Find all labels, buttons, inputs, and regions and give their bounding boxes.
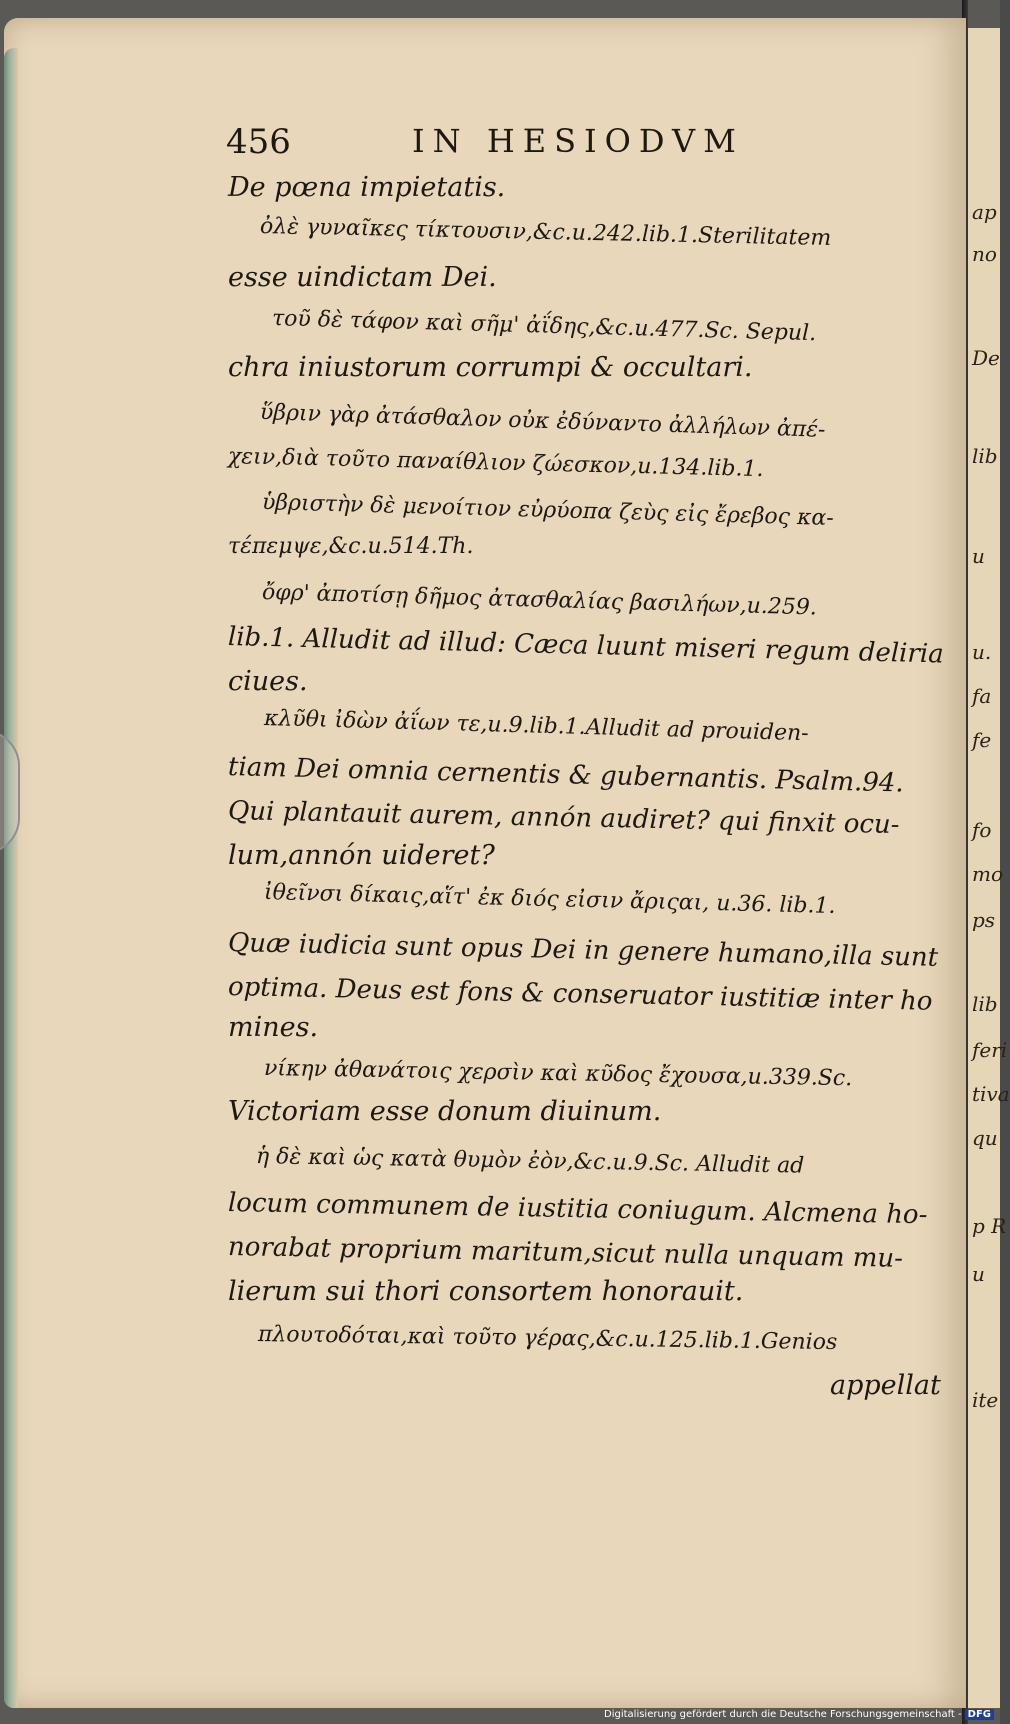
text-line: lib.1. Alludit ad illud: Cæca luunt miseri regum deliria <box>227 622 945 670</box>
text-line: chra iniustorum corrumpi & occultari. <box>228 352 753 383</box>
section-title: De pœna impietatis. <box>228 172 506 203</box>
text-line: πλουτοδόται,καὶ τοῦτο γέρας,&c.u.125.lib.1.Genios <box>257 1322 838 1356</box>
facing-fragment: De <box>972 346 1000 370</box>
facing-fragment: u <box>972 544 985 568</box>
text-line: ὄφρ' ἀποτίσῃ δῆμος ἀτασθαλίας βασιλήων,u.259. <box>261 580 818 621</box>
facing-fragment: tiva <box>972 1082 1010 1106</box>
catchword: appellat <box>830 1370 941 1401</box>
text-line: mines. <box>228 1012 319 1043</box>
facing-fragment: qu <box>972 1126 998 1150</box>
text-line: locum communem de iustitia coniugum. Alcmena ho- <box>227 1188 928 1231</box>
facing-fragment: feri <box>972 1038 1008 1062</box>
text-line: ὑβριστὴν δὲ μενοίτιον εὐρύοπα ζεὺς εἰς ἔρεβος κα- <box>261 490 835 531</box>
page-edge <box>4 48 18 1708</box>
text-line: lierum sui thori consortem honorauit. <box>228 1276 744 1307</box>
text-line: Quæ iudicia sunt opus Dei in genere humano,illa sunt <box>227 928 939 973</box>
facing-fragment: ite <box>972 1388 999 1412</box>
text-line: χειν,διὰ τοῦτο παναίθλιον ζώεσκον,u.134.lib.1. <box>227 444 764 483</box>
text-line: esse uindictam Dei. <box>228 262 497 293</box>
facing-fragment: fa <box>972 684 992 708</box>
facing-fragment: lib <box>972 444 998 468</box>
text-line: norabat proprium maritum,sicut nulla unquam mu- <box>227 1232 904 1274</box>
text-line: τέπεμψε,&c.u.514.Th. <box>228 534 474 559</box>
facing-page <box>968 28 1010 1708</box>
facing-fragment: no <box>972 242 997 266</box>
facing-fragment: fe <box>972 728 992 752</box>
text-line: ὕβριν γὰρ ἀτάσθαλον οὐκ ἐδύναντο ἀλλήλων ἀπέ- <box>259 400 826 443</box>
running-title: IN HESIODVM <box>412 122 744 160</box>
facing-fragment: u. <box>972 640 992 664</box>
text-line: ὀλὲ γυναῖκες τίκτουσιν,&c.u.242.lib.1.Sterilitatem <box>259 214 832 251</box>
text-line: ciues. <box>228 666 308 697</box>
facing-fragment: mo <box>972 862 1004 886</box>
text-line: optima. Deus est fons & conseruator iustitiæ inter ho <box>227 972 933 1017</box>
text-line: κλῦθι ἰδὼν ἀΐων τε,u.9.lib.1.Alludit ad prouiden- <box>263 706 810 747</box>
text-line: lum,annón uideret? <box>228 840 495 871</box>
facing-fragment: ps <box>972 908 996 932</box>
text-line: Qui plantauit aurem, annón audiret? qui finxit ocu- <box>227 796 900 841</box>
running-header <box>226 122 796 172</box>
text-line: νίκην ἀθανάτοις χερσὶν καὶ κῦδος ἔχουσα,u.339.Sc. <box>263 1056 853 1092</box>
credit-text: Digitalisierung gefördert durch die Deutsche Forschungsgemeinschaft - <box>604 1709 962 1720</box>
text-line: Victoriam esse donum diuinum. <box>228 1096 662 1127</box>
text-line: τοῦ δὲ τάφον καὶ σῆμ' ἀΐδης,&c.u.477.Sc. Sepul. <box>271 306 817 347</box>
facing-fragment: fo <box>972 818 992 842</box>
facing-fragment: ap <box>972 200 997 224</box>
dfg-logo: DFG <box>965 1709 994 1720</box>
facing-fragment: u <box>972 1262 985 1286</box>
page-number: 456 <box>226 122 291 162</box>
text-line: ἰθεῖνσι δίκαις,αἵτ' ἐκ διός εἰσιν ἄριςαι, u.36. lib.1. <box>263 880 836 919</box>
facing-fragment: lib <box>972 992 998 1016</box>
facing-fragment: p R <box>972 1214 1007 1238</box>
digitization-credit <box>604 1709 994 1720</box>
text-line: tiam Dei omnia cernentis & gubernantis. Psalm.94. <box>227 752 905 799</box>
text-line: ἡ δὲ καὶ ὡς κατὰ θυμὸν ἐὸν,&c.u.9.Sc. Alludit ad <box>255 1144 805 1179</box>
